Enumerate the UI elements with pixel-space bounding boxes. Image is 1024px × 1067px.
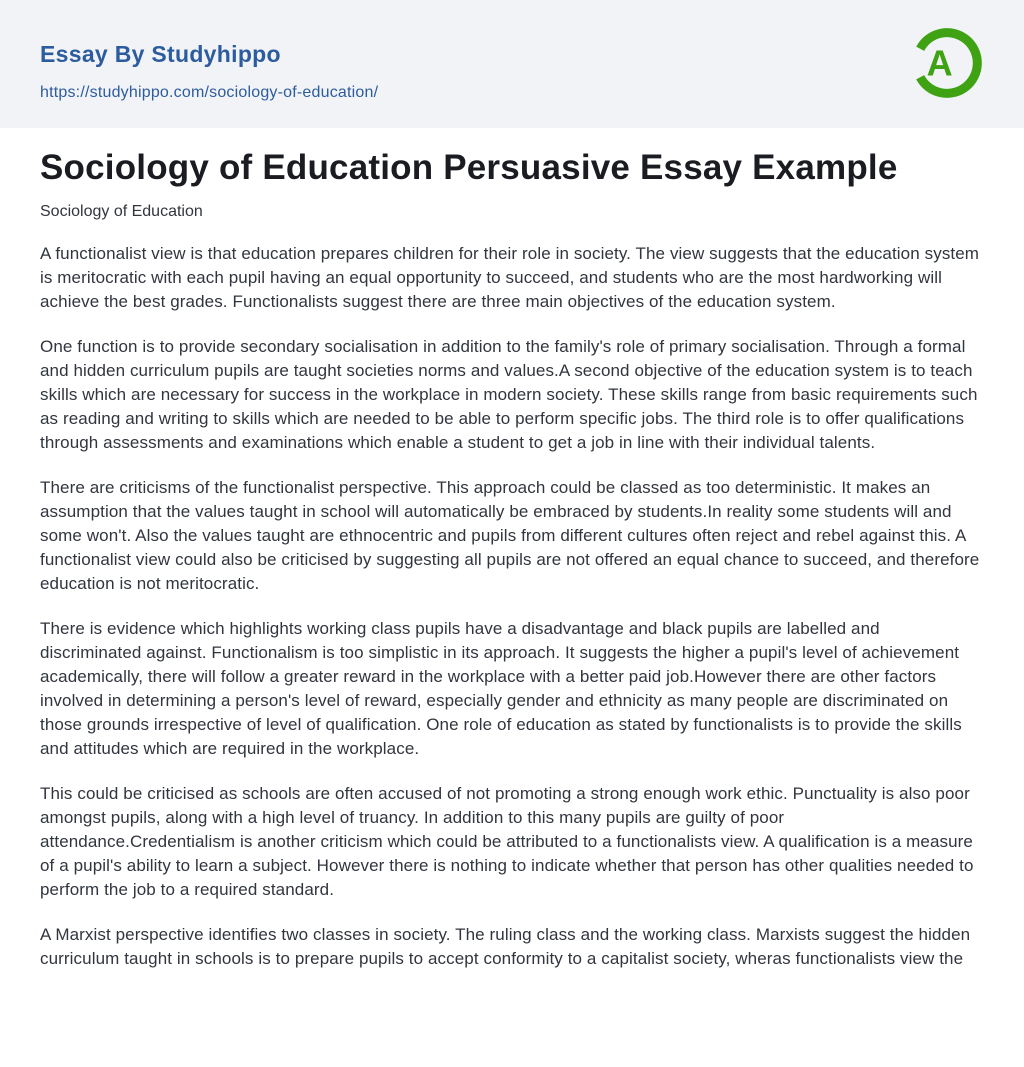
essay-subtitle: Sociology of Education <box>40 202 203 220</box>
page-url-link[interactable]: https://studyhippo.com/sociology-of-education/ <box>40 84 379 102</box>
logo-arc-icon <box>906 22 988 104</box>
studyhippo-logo-icon[interactable] <box>906 22 988 104</box>
essay-title: Sociology of Education Persuasive Essay Example <box>40 148 898 187</box>
header-text-block <box>40 0 378 102</box>
logo-letter: A <box>926 42 953 84</box>
essay-paragraph-6: A Marxist perspective identifies two classes in society. The ruling class and the working class. Marxists suggest the hidden curriculum taught in schools is to prepare pupils to accept conformity to a capitalist society, wheras functionalists view the <box>40 924 971 968</box>
essay-paragraph-1: A functionalist view is that education prepares children for their role in society. The view suggests that the education system is meritocratic with each pupil having an equal opportunity to succeed, and students who are the most hardworking will achieve the best grades. Functionalists suggest there are three main objectives of the education system. <box>40 243 980 311</box>
site-title-link[interactable]: Essay By Studyhippo <box>40 41 281 67</box>
essay-paragraph-3: There are criticisms of the functionalist perspective. This approach could be classed as too deterministic. It makes an assumption that the values taught in school will automatically be embraced by students.In reality some students will and some won't. Also the values taught are ethnocentric and pupils from different cultures often reject and rebel against this. A functionalist view could also be criticised by suggesting all pupils are not offered an equal chance to succeed, and therefore education is not meritocratic. <box>40 477 980 593</box>
essay-content <box>0 150 1024 971</box>
essay-paragraph-4: There is evidence which highlights working class pupils have a disadvantage and black pupils are labelled and discriminated against. Functionalism is too simplistic in its approach. It suggests the higher a pupil's level of achievement academically, there will follow a greater reward in the workplace with a better paid job.However there are other factors involved in determining a person's level of reward, especially gender and ethnicity as many people are discriminated on those grounds irrespective of level of qualification. One role of education as stated by functionalists is to provide the skills and attitudes which are required in the workplace. <box>40 618 962 758</box>
site-header <box>0 0 1024 128</box>
essay-paragraph-2: One function is to provide secondary socialisation in addition to the family's role of primary socialisation. Through a formal and hidden curriculum pupils are taught societies norms and values.A second objective of the education system is to teach skills which are necessary for success in the workplace in modern society. These skills range from basic requirements such as reading and writing to skills which are needed to be able to perform specific jobs. The third role is to offer qualifications through assessments and examinations which enable a student to get a job in line with their individual talents. <box>40 336 978 452</box>
essay-paragraph-5: This could be criticised as schools are often accused of not promoting a strong enough work ethic. Punctuality is also poor amongst pupils, along with a high level of truancy. In addition to this many pupils are guilty of poor attendance.Credentialism is another criticism which could be attributed to a functionalists view. A qualification is a measure of a pupil's ability to learn a subject. However there is nothing to indicate whether that person has other qualities needed to perform the job to a required standard. <box>40 783 974 899</box>
